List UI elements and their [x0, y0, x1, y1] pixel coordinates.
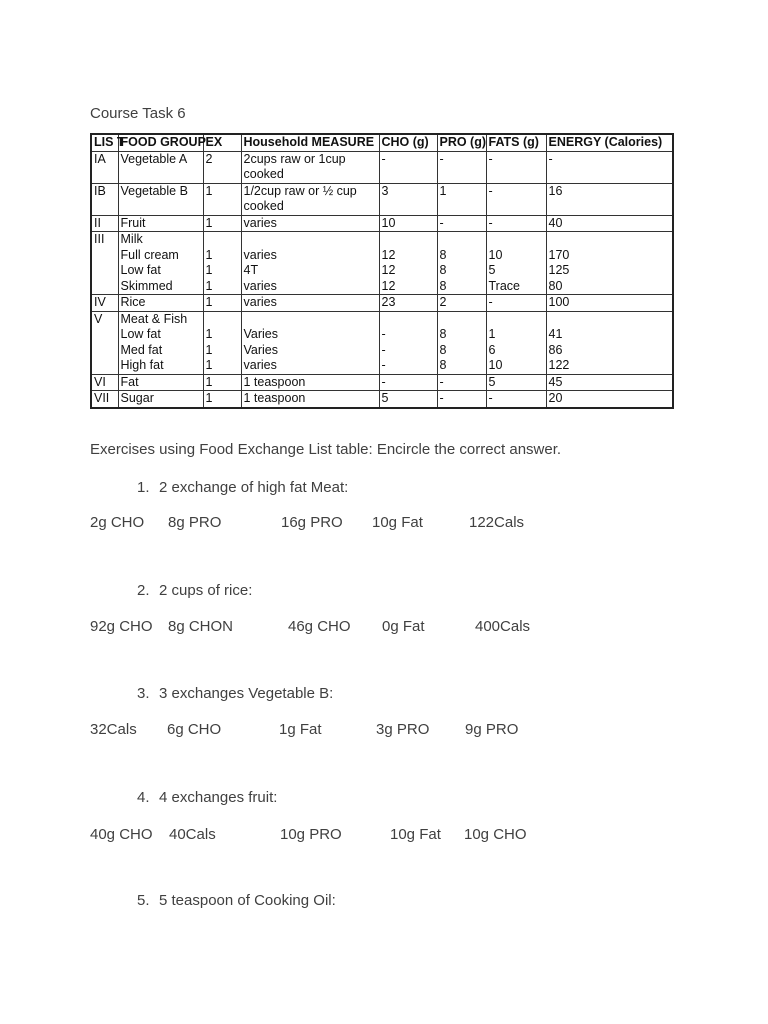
cell-cho: 5	[379, 391, 437, 408]
cell-list: VII	[91, 391, 118, 408]
answer-option[interactable]: 0g Fat	[382, 618, 425, 635]
cell-fats: 5	[486, 374, 546, 391]
question-number: 2.	[137, 582, 150, 599]
cell-energy: 16	[546, 183, 673, 215]
cell-list: V	[91, 311, 118, 374]
document-title: Course Task 6	[90, 105, 186, 122]
cell-list: VI	[91, 374, 118, 391]
cell-food-group: Sugar	[118, 391, 203, 408]
cell-energy: -	[546, 151, 673, 183]
cell-food-group: Meat & Fish Low fat Med fat High fat	[118, 311, 203, 374]
cell-food-group: Milk Full cream Low fat Skimmed	[118, 232, 203, 295]
table-header-row	[91, 134, 673, 151]
answer-option[interactable]: 8g PRO	[168, 514, 222, 531]
cell-list: IB	[91, 183, 118, 215]
cell-food-group: Fruit	[118, 215, 203, 232]
cell-fats: -	[486, 215, 546, 232]
question-text: 5 teaspoon of Cooking Oil:	[159, 892, 336, 909]
cell-pro: -	[437, 374, 486, 391]
cell-fats: -	[486, 151, 546, 183]
answer-option[interactable]: 10g CHO	[464, 826, 527, 843]
cell-cho: -	[379, 374, 437, 391]
cell-pro: 8 8 8	[437, 232, 486, 295]
answer-options	[90, 721, 690, 743]
cell-household-measure: varies	[241, 215, 379, 232]
question-number: 4.	[137, 789, 150, 806]
answer-option[interactable]: 32Cals	[90, 721, 137, 738]
cell-energy: 170 125 80	[546, 232, 673, 295]
table-row	[91, 374, 673, 391]
answer-option[interactable]: 40g CHO	[90, 826, 153, 843]
table-row	[91, 295, 673, 312]
cell-household-measure: 1 teaspoon	[241, 391, 379, 408]
question-prompt	[137, 892, 336, 909]
cell-exchange: 1	[203, 183, 241, 215]
answer-option[interactable]: 46g CHO	[288, 618, 351, 635]
cell-pro: 2	[437, 295, 486, 312]
exercise-instructions: Exercises using Food Exchange List table: Encircle the correct answer.	[90, 441, 562, 458]
cell-pro: -	[437, 215, 486, 232]
table-row	[91, 151, 673, 183]
food-exchange-table	[90, 133, 674, 409]
answer-option[interactable]: 92g CHO	[90, 618, 153, 635]
header-cho: CHO (g)	[379, 134, 437, 151]
cell-list: II	[91, 215, 118, 232]
answer-option[interactable]: 10g Fat	[372, 514, 423, 531]
header-fats: FATS (g)	[486, 134, 546, 151]
header-pro: PRO (g)	[437, 134, 486, 151]
cell-fats: -	[486, 295, 546, 312]
table-row	[91, 232, 673, 295]
answer-option[interactable]: 8g CHON	[168, 618, 234, 635]
header-household-measure: Household MEASURE	[241, 134, 379, 151]
table-row	[91, 215, 673, 232]
question-prompt	[137, 789, 277, 806]
cell-fats: 10 5 Trace	[486, 232, 546, 295]
cell-energy: 40	[546, 215, 673, 232]
question-number: 3.	[137, 685, 150, 702]
cell-household-measure: Varies Varies varies	[241, 311, 379, 374]
answer-option[interactable]: 6g CHO	[167, 721, 222, 738]
cell-energy: 100	[546, 295, 673, 312]
answer-options	[90, 826, 690, 848]
cell-food-group: Vegetable A	[118, 151, 203, 183]
table-row	[91, 183, 673, 215]
header-list: LIS T	[91, 134, 118, 151]
cell-cho: 23	[379, 295, 437, 312]
cell-household-measure: 1/2cup raw or ½ cup cooked	[241, 183, 379, 215]
question-number: 5.	[137, 892, 150, 909]
answer-options	[90, 514, 690, 536]
cell-energy: 20	[546, 391, 673, 408]
cell-fats: -	[486, 183, 546, 215]
cell-food-group: Rice	[118, 295, 203, 312]
header-food-group: FOOD GROUP	[118, 134, 203, 151]
cell-fats: -	[486, 391, 546, 408]
question-text: 2 cups of rice:	[159, 582, 253, 599]
question-prompt	[137, 582, 252, 599]
table-body	[91, 151, 673, 408]
cell-exchange: 1 1 1	[203, 311, 241, 374]
cell-cho: 3	[379, 183, 437, 215]
cell-pro: 1	[437, 183, 486, 215]
header-exchange: EX	[203, 134, 241, 151]
question-prompt	[137, 685, 333, 702]
table-row	[91, 311, 673, 374]
answer-option[interactable]: 3g PRO	[376, 721, 430, 738]
cell-exchange: 1	[203, 374, 241, 391]
cell-household-measure: 2cups raw or 1cup cooked	[241, 151, 379, 183]
cell-energy: 41 86 122	[546, 311, 673, 374]
answer-option[interactable]: 40Cals	[169, 826, 216, 843]
cell-exchange: 1	[203, 391, 241, 408]
cell-food-group: Fat	[118, 374, 203, 391]
cell-cho: -	[379, 151, 437, 183]
cell-exchange: 1	[203, 295, 241, 312]
cell-exchange: 2	[203, 151, 241, 183]
answer-option[interactable]: 2g CHO	[90, 514, 145, 531]
cell-food-group: Vegetable B	[118, 183, 203, 215]
question-text: 2 exchange of high fat Meat:	[159, 479, 349, 496]
table-row	[91, 391, 673, 408]
cell-pro: -	[437, 151, 486, 183]
answer-option[interactable]: 122Cals	[469, 514, 525, 531]
cell-energy: 45	[546, 374, 673, 391]
answer-option[interactable]: 9g PRO	[465, 721, 519, 738]
question-text: 4 exchanges fruit:	[159, 789, 278, 806]
cell-exchange: 1	[203, 215, 241, 232]
cell-list: IA	[91, 151, 118, 183]
cell-exchange: 1 1 1	[203, 232, 241, 295]
question-prompt	[137, 479, 348, 496]
cell-household-measure: varies 4T varies	[241, 232, 379, 295]
cell-household-measure: varies	[241, 295, 379, 312]
answer-option[interactable]: 400Cals	[475, 618, 531, 635]
question-text: 3 exchanges Vegetable B:	[159, 685, 334, 702]
cell-household-measure: 1 teaspoon	[241, 374, 379, 391]
header-energy: ENERGY (Calories)	[546, 134, 673, 151]
answer-option[interactable]: 16g PRO	[281, 514, 343, 531]
cell-list: IV	[91, 295, 118, 312]
cell-pro: 8 8 8	[437, 311, 486, 374]
answer-option[interactable]: 10g Fat	[390, 826, 441, 843]
cell-cho: 10	[379, 215, 437, 232]
answer-option[interactable]: 10g PRO	[280, 826, 342, 843]
food-exchange-table-container	[90, 133, 672, 409]
cell-pro: -	[437, 391, 486, 408]
cell-cho: 12 12 12	[379, 232, 437, 295]
cell-cho: - - -	[379, 311, 437, 374]
question-number: 1.	[137, 479, 150, 496]
cell-fats: 1 6 10	[486, 311, 546, 374]
cell-list: III	[91, 232, 118, 295]
answer-options	[90, 618, 690, 640]
answer-option[interactable]: 1g Fat	[279, 721, 322, 738]
